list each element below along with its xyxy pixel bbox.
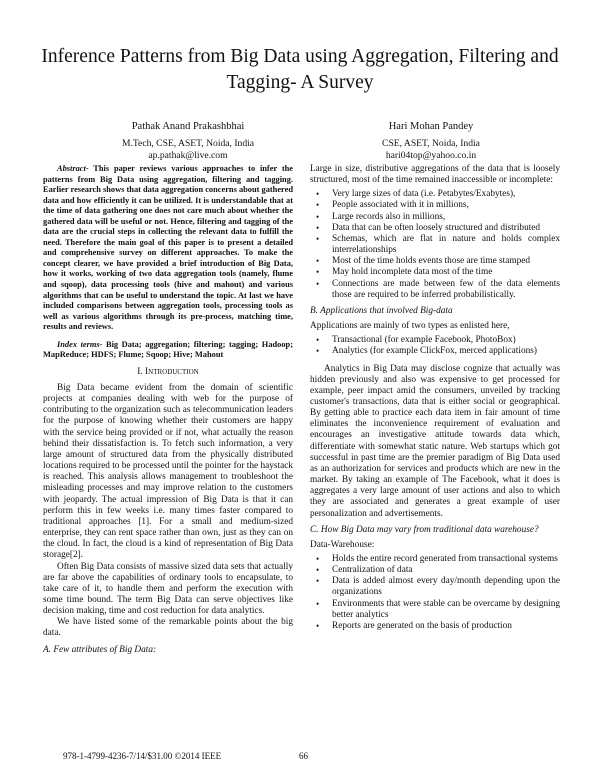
index-terms-label: Index terms- <box>57 339 103 349</box>
list-item: • People associated with it in millions, <box>316 200 469 211</box>
author-affiliation: CSE, ASET, Noida, India <box>382 137 480 149</box>
bullet-icon: • <box>316 267 320 278</box>
bullet-icon: • <box>316 211 320 222</box>
list-item: • May hold incomplete data most of the time <box>316 267 493 278</box>
bullet-icon: • <box>316 335 320 346</box>
abstract <box>43 164 293 333</box>
page-number: 66 <box>299 751 308 761</box>
bullet-icon: • <box>316 598 320 609</box>
list-item: • Connections are made between few of the data elements those are required to be inferred probabilistically. <box>316 278 560 300</box>
left-column <box>43 164 293 660</box>
bullet-icon: • <box>316 576 320 587</box>
section-number: I. <box>137 366 146 377</box>
index-terms-text: Big Data; aggregation; filtering; tagging; Hadoop; MapReduce; HDFS; Flume; Sqoop; Hive; Mahout <box>43 339 293 360</box>
list-item: • Transactional (for example Facebook, PhotoBox) <box>316 335 516 346</box>
attributes-intro: Large in size, distributive aggregations of the data that is loosely structured, most of the time remained inaccessible or incomplete: <box>310 164 560 186</box>
author-1 <box>68 121 308 163</box>
author-email: hari04top@yahoo.co.in <box>385 150 477 161</box>
list-item: • Reports are generated on the basis of production <box>316 620 512 631</box>
author-email: ap.pathak@live.com <box>148 150 228 161</box>
author-name: Hari Mohan Pandey <box>388 121 474 132</box>
data-warehouse-label: Data-Warehouse: <box>310 539 375 550</box>
list-item: • Data that can be often loosely structured and distributed <box>316 222 541 233</box>
list-item: • Centralization of data <box>316 565 413 576</box>
list-item: • Environments that were stable can be overcame by designing better analytics <box>316 598 560 620</box>
intro-paragraph-1: Big Data became evident from the domain of scientific projects at companies dealing with web for the purpose of contributing to the organization such as telecommunication leaders for the purpose of knowing whether their customers are happy with the service being provided or if not, what actually the reason behind their dissatisfaction is. To fetch such information, a very large amount of structured data from the physically distributed locations required to be processed until the pointer for the haystack is reached. This analysis allows management to troubleshoot the misleading processes and may improve relation to the customers with jeopardy. The actual impression of Big Data is that it can perform this in few weeks i.e. many times faster compared to traditional approaches [1]. For a small and medium-sized enterprise, they can rent space rather than own, just as they can on the cloud. In fact, the cloud is a kind of representation of Big Data storage[2]. <box>43 383 293 561</box>
subsection-heading-a: A. Few attributes of Big Data: <box>43 644 157 655</box>
list-item: • Schemas, which are flat in nature and holds complex interrelationships <box>316 233 560 256</box>
applications-intro: Applications are mainly of two types as enlisted here, <box>310 321 510 332</box>
applications-list <box>310 335 560 357</box>
subsection-heading-b: B. Applications that involved Big-data <box>310 305 453 316</box>
bullet-icon: • <box>316 233 320 244</box>
bullet-icon: • <box>316 278 320 289</box>
right-column <box>310 164 560 636</box>
data-warehouse-list <box>310 554 560 632</box>
list-item: • Analytics (for example ClickFox, merced applications) <box>316 346 537 357</box>
section-title: Introduction <box>145 366 199 377</box>
list-item: • Very large sizes of data (i.e. Petabytes/Exabytes), <box>316 189 516 200</box>
author-affiliation: M.Tech, CSE, ASET, Noida, India <box>121 137 255 149</box>
paper-title: Inference Patterns from Big Data using Aggregation, Filtering and Tagging- A Survey <box>41 46 559 93</box>
analytics-paragraph: Analytics in Big Data may disclose cognize that actually was hidden previously and also was expensive to get processed for example, peer impact amid the consumers, unveiled by tracking customer's transactions, data that is either social or geographical. By getting able to practice each data item in fair amount of time eliminates the inconvenience requirement of evaluation and encourages an investigative attitude towards data which, differentiate with somewhat static nature. Web startups which got successful in past time are the premier paradigm of Big Data used as an authorization for services and products which are new in the market. By taking an example of The Facebook, what it does is aggregates a very large amount of user actions and also to which they are associated and generates a great example of user personalization and advertisements. <box>310 363 560 519</box>
index-terms <box>43 340 293 361</box>
bullet-icon: • <box>316 346 320 357</box>
list-item: • Data is added almost every day/month depending upon the organizations <box>316 576 560 598</box>
abstract-text: This paper reviews various approaches to infer the patterns from Big Data using aggregation, filtering and tagging. Earlier research shows that data aggregation concerns about gathered data and how efficiently it can be utilized. It is understandable that at the time of data gathering one does not care much about whether the gathered data will be useful or not. Hence, filtering and tagging of the data are the crucial steps in collecting the relevant data to fulfill the need. Therefore the main goal of this paper is to present a detailed and comprehensive survey on different approaches. To make the concept clearer, we have provided a brief introduction of Big Data, how it works, working of two data aggregation tools (namely, flume and sqoop), data processing tools (hive and mahout) and various algorithms that can be useful to understand the topic. At last we have included comparisons between aggregation tools, processing tools as well as various algorithms through its pre-process, matching time, results and reviews. <box>43 164 293 332</box>
subsection-heading-c: C. How Big Data may vary from traditional data warehouse? <box>310 524 539 535</box>
abstract-label: Abstract- <box>57 164 89 173</box>
bullet-icon: • <box>316 565 320 576</box>
list-item: • Most of the time holds events those are time stamped <box>316 256 531 267</box>
list-item: • Large records also in millions, <box>316 211 446 222</box>
intro-paragraph-3: We have listed some of the remarkable points about the big data. <box>43 617 293 639</box>
bullet-icon: • <box>316 256 320 267</box>
author-name: Pathak Anand Prakashbhai <box>131 121 245 132</box>
bullet-icon: • <box>316 620 320 631</box>
bullet-icon: • <box>316 200 320 211</box>
attributes-list <box>310 189 560 301</box>
list-item: • Holds the entire record generated from transactional systems <box>316 554 558 564</box>
bullet-icon: • <box>316 189 320 200</box>
bullet-icon: • <box>316 554 320 564</box>
intro-paragraph-2: Often Big Data consists of massive sized data sets that actually are far above the capabilities of ordinary tools to encapsulate, to take care of it, to handle them and perform the execution with some time bound. The term Big Data can serve objectives like decision making, time and cost reduction for data analytics. <box>43 561 293 617</box>
footer-isbn: 978-1-4799-4236-7/14/$31.00 ©2014 IEEE <box>63 751 222 761</box>
author-2 <box>311 121 551 163</box>
bullet-icon: • <box>316 222 320 233</box>
section-heading <box>43 367 293 378</box>
